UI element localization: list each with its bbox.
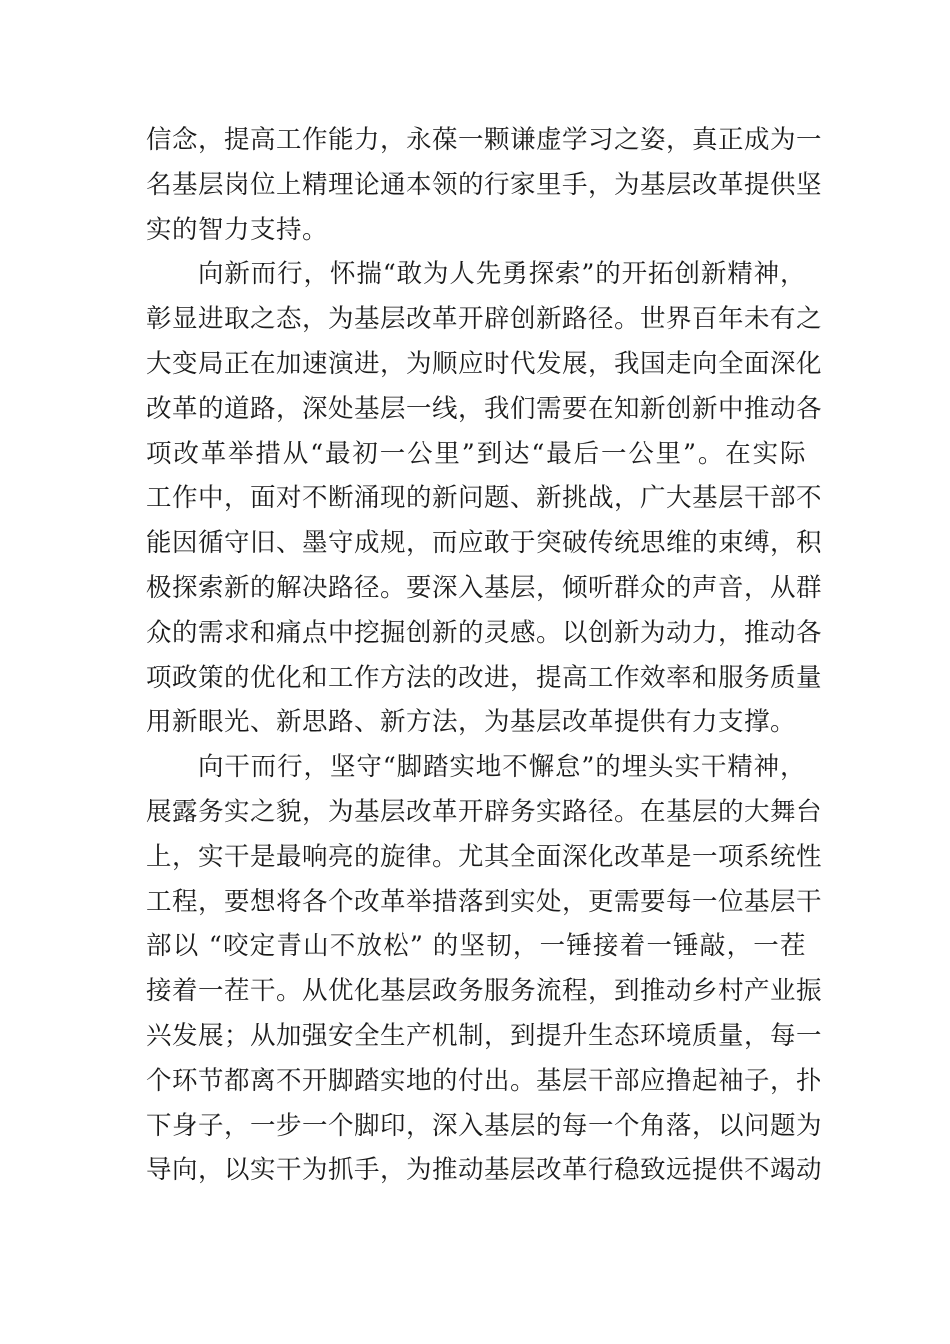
text-line: 彰显进取之态，为基层改革开辟创新路径。世界百年未有之 bbox=[146, 304, 823, 335]
text-line: 能因循守旧、墨守成规，而应敢于突破传统思维的束缚，积 bbox=[146, 528, 823, 559]
text-line: 上，实干是最响亮的旋律。尤其全面深化改革是一项系统性 bbox=[146, 841, 823, 872]
text-line: 工作中，面对不断涌现的新问题、新挑战，广大基层干部不 bbox=[146, 483, 823, 514]
text-line: 展露务实之貌，为基层改革开辟务实路径。在基层的大舞台 bbox=[146, 796, 823, 827]
text-line: 部以 “咬定青山不放松” 的坚韧，一锤接着一锤敲，一茬 bbox=[146, 931, 806, 962]
text-line: 接着一茬干。从优化基层政务服务流程，到推动乡村产业振 bbox=[146, 976, 823, 1007]
text-line: 工程，要想将各个改革举措落到实处，更需要每一位基层干 bbox=[146, 886, 823, 917]
text-line: 实的智力支持。 bbox=[146, 214, 329, 245]
text-line: 下身子，一步一个脚印，深入基层的每一个角落，以问题为 bbox=[146, 1110, 823, 1141]
text-line: 大变局正在加速演进，为顺应时代发展，我国走向全面深化 bbox=[146, 348, 823, 379]
text-line: 导向，以实干为抓手，为推动基层改革行稳致远提供不竭动 bbox=[146, 1155, 823, 1186]
text-line: 兴发展；从加强安全生产机制，到提升生态环境质量，每一 bbox=[146, 1020, 823, 1051]
text-line: 向新而行，怀揣“敢为人先勇探索”的开拓创新精神， bbox=[198, 259, 806, 290]
body-text bbox=[146, 118, 823, 1193]
text-line: 项政策的优化和工作方法的改进，提高工作效率和服务质量 bbox=[146, 662, 823, 693]
text-line: 用新眼光、新思路、新方法，为基层改革提供有力支撑。 bbox=[146, 707, 797, 738]
text-line: 项改革举措从“最初一公里”到达“最后一公里”。在实际 bbox=[146, 438, 806, 469]
text-line: 信念，提高工作能力，永葆一颗谦虚学习之姿，真正成为一 bbox=[146, 125, 823, 155]
text-line: 改革的道路，深处基层一线，我们需要在知新创新中推动各 bbox=[146, 393, 823, 424]
text-line: 极探索新的解决路径。要深入基层，倾听群众的声音，从群 bbox=[146, 572, 823, 603]
text-line: 个环节都离不开脚踏实地的付出。基层干部应撸起袖子，扑 bbox=[146, 1065, 823, 1096]
paragraph-3 bbox=[146, 745, 823, 1193]
paragraph-2 bbox=[146, 252, 823, 745]
text-line: 向干而行，坚守“脚踏实地不懈怠”的埋头实干精神， bbox=[198, 752, 806, 783]
paragraph-1 bbox=[146, 118, 823, 252]
text-line: 众的需求和痛点中挖掘创新的灵感。以创新为动力，推动各 bbox=[146, 617, 823, 648]
text-line: 名基层岗位上精理论通本领的行家里手，为基层改革提供坚 bbox=[146, 169, 823, 200]
